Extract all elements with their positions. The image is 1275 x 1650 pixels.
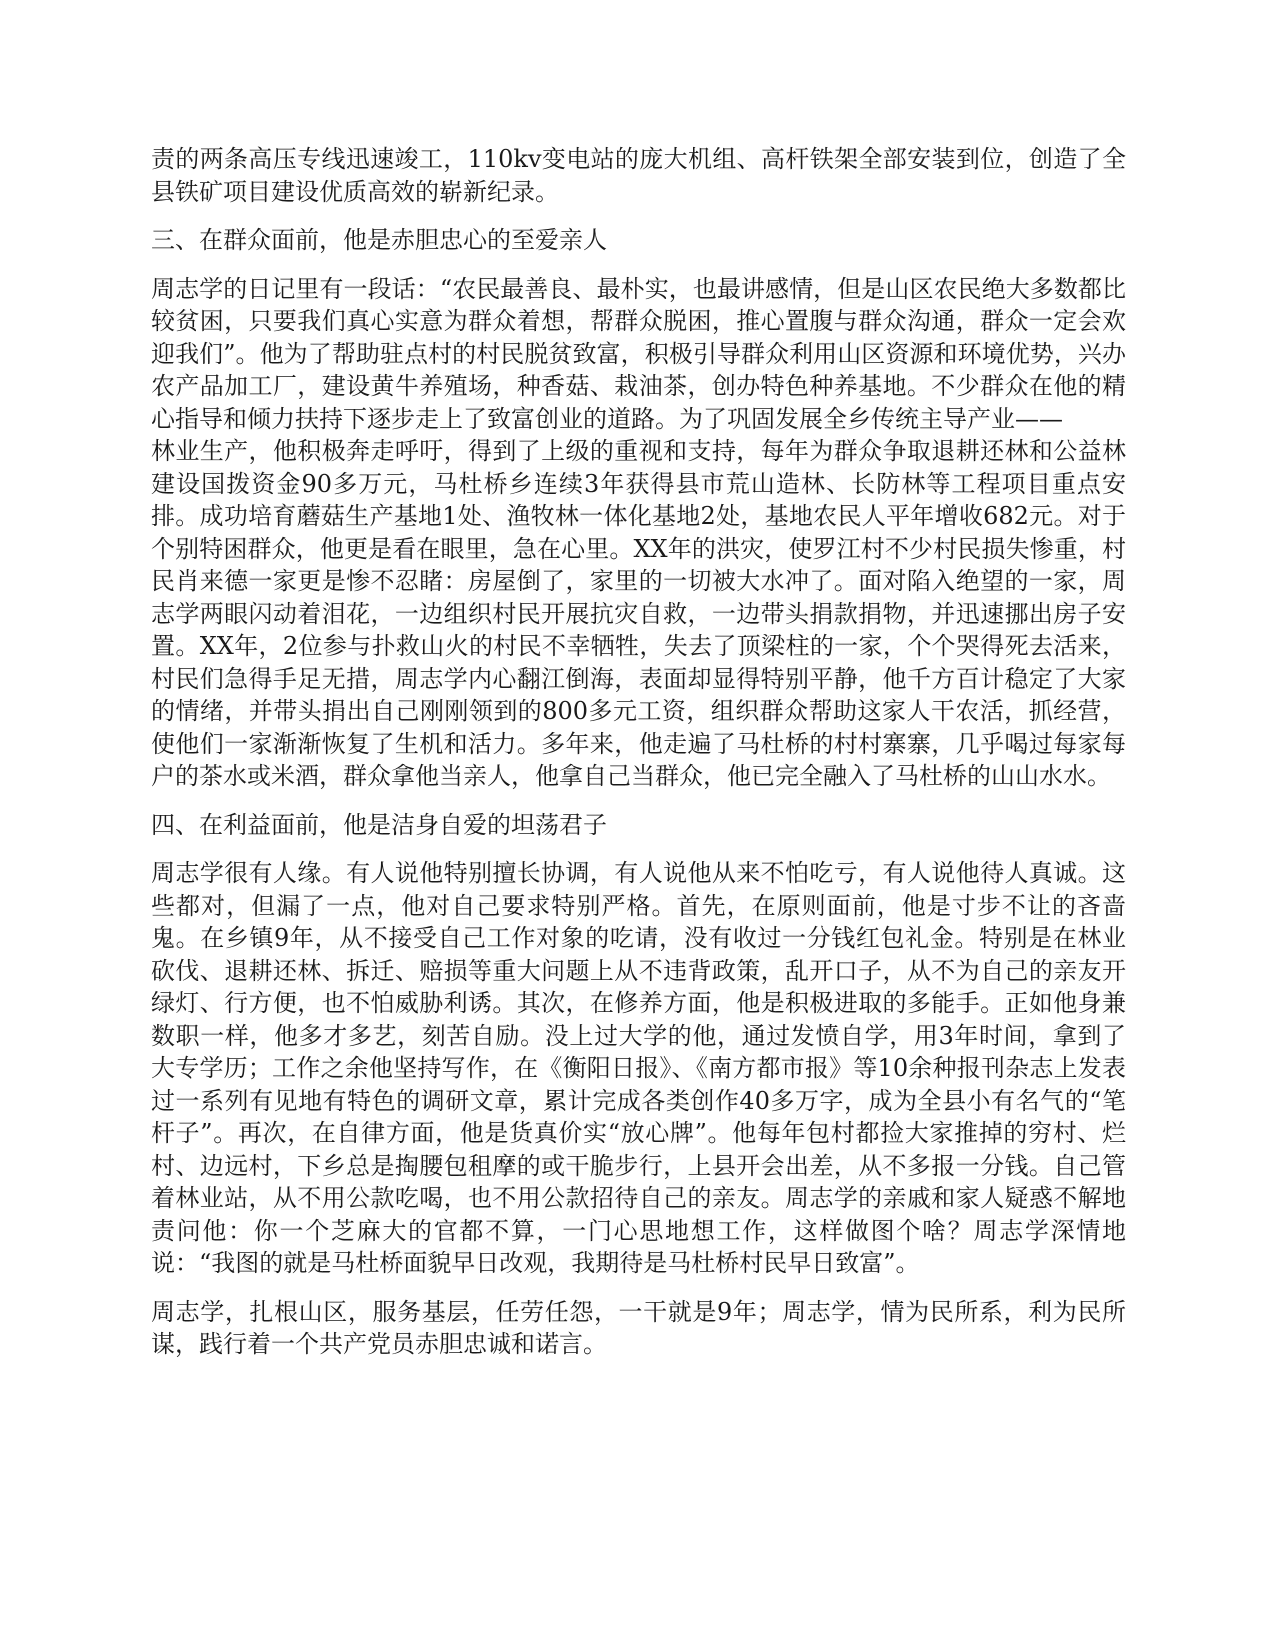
paragraph-forestry: 林业生产，他积极奔走呼吁，得到了上级的重视和支持，每年为群众争取退耕还林和公益林建设国拨资金90多万元，马杜桥乡连续3年获得县市荒山造林、长防林等工程项目重点安排。成功培育蘑菇生产基地1处、渔牧林一体化基地2处，基地农民人平年增收682元。对于个别特困群众，他更是看在眼里，急在心里。XX年的洪灾，使罗江村不少村民损失惨重，村民肖来德一家更是惨不忍睹：房屋倒了，家里的一切被大水冲了。面对陷入绝望的一家，周志学两眼闪动着泪花，一边组织村民开展抗灾自救，一边带头捐款捐物，并迅速挪出房子安置。XX年，2位参与扑救山火的村民不幸牺牲，失去了顶梁柱的一家，个个哭得死去活来，村民们急得手足无措，周志学内心翻江倒海，表面却显得特别平静，他千方百计稳定了大家的情绪，并带头捐出自己刚刚领到的800多元工资，组织群众帮助这家人干农活，抓经营，使他们一家渐渐恢复了生机和活力。多年来，他走遍了马杜桥的村村寨寨，几乎喝过每家每户的茶水或米酒，群众拿他当亲人，他拿自己当群众，他已完全融入了马杜桥的山山水水。 bbox=[151, 437, 1126, 790]
section-heading-three: 三、在群众面前，他是赤胆忠心的至爱亲人 bbox=[151, 226, 607, 254]
paragraph-power-lines: 责的两条高压专线迅速竣工，110kv变电站的庞大机组、高杆铁架全部安装到位，创造了全县铁矿项目建设优质高效的崭新纪录。 bbox=[151, 145, 1126, 206]
document-page bbox=[151, 143, 1126, 1377]
section-heading-four: 四、在利益面前，他是洁身自爱的坦荡君子 bbox=[151, 810, 607, 839]
paragraph-integrity: 周志学很有人缘。有人说他特别擅长协调，有人说他从来不怕吃亏，有人说他待人真诚。这些都对，但漏了一点，他对自己要求特别严格。首先，在原则面前，他是寸步不让的吝啬鬼。在乡镇9年，从不接受自己工作对象的吃请，没有收过一分钱红包礼金。特别是在林业砍伐、退耕还林、拆迁、赔损等重大问题上从不违背政策，乱开口子，从不为自己的亲友开绿灯、行方便，也不怕威胁利诱。其次，在修养方面，他是积极进取的多能手。正如他身兼数职一样，他多才多艺，刻苦自励。没上过大学的他，通过发愤自学，用3年时间，拿到了大专学历；工作之余他坚持写作，在《衡阳日报》、《南方都市报》等10余种报刊杂志上发表过一系列有见地有特色的调研文章，累计完成各类创作40多万字，成为全县小有名气的“笔杆子”。再次，在自律方面，他是货真价实“放心牌”。他每年包村都捡大家推掉的穷村、烂村、边远村，下乡总是掏腰包租摩的或干脆步行，上县开会出差，从不多报一分钱。自己管着林业站，从不用公款吃喝，也不用公款招待自己的亲友。周志学的亲戚和家人疑惑不解地责问他：你一个芝麻大的官都不算，一门心思地想工作，这样做图个啥？周志学深情地说：“我图的就是马杜桥面貌早日改观，我期待是马杜桥村民早日致富”。 bbox=[151, 859, 1126, 1277]
paragraph-conclusion: 周志学，扎根山区，服务基层，任劳任怨，一干就是9年；周志学，情为民所系，利为民所谋，践行着一个共产党员赤胆忠诚和诺言。 bbox=[151, 1297, 1126, 1358]
paragraph-diary: 周志学的日记里有一段话：“农民最善良、最朴实，也最讲感情，但是山区农民绝大多数都比较贫困，只要我们真心实意为群众着想，帮群众脱困，推心置腹与群众沟通，群众一定会欢迎我们”。他为了帮助驻点村的村民脱贫致富，积极引导群众利用山区资源和环境优势，兴办农产品加工厂，建设黄牛养殖场，种香菇、栽油茶，创办特色种养基地。不少群众在他的精心指导和倾力扶持下逐步走上了致富创业的道路。为了巩固发展全乡传统主导产业—— bbox=[151, 274, 1126, 433]
